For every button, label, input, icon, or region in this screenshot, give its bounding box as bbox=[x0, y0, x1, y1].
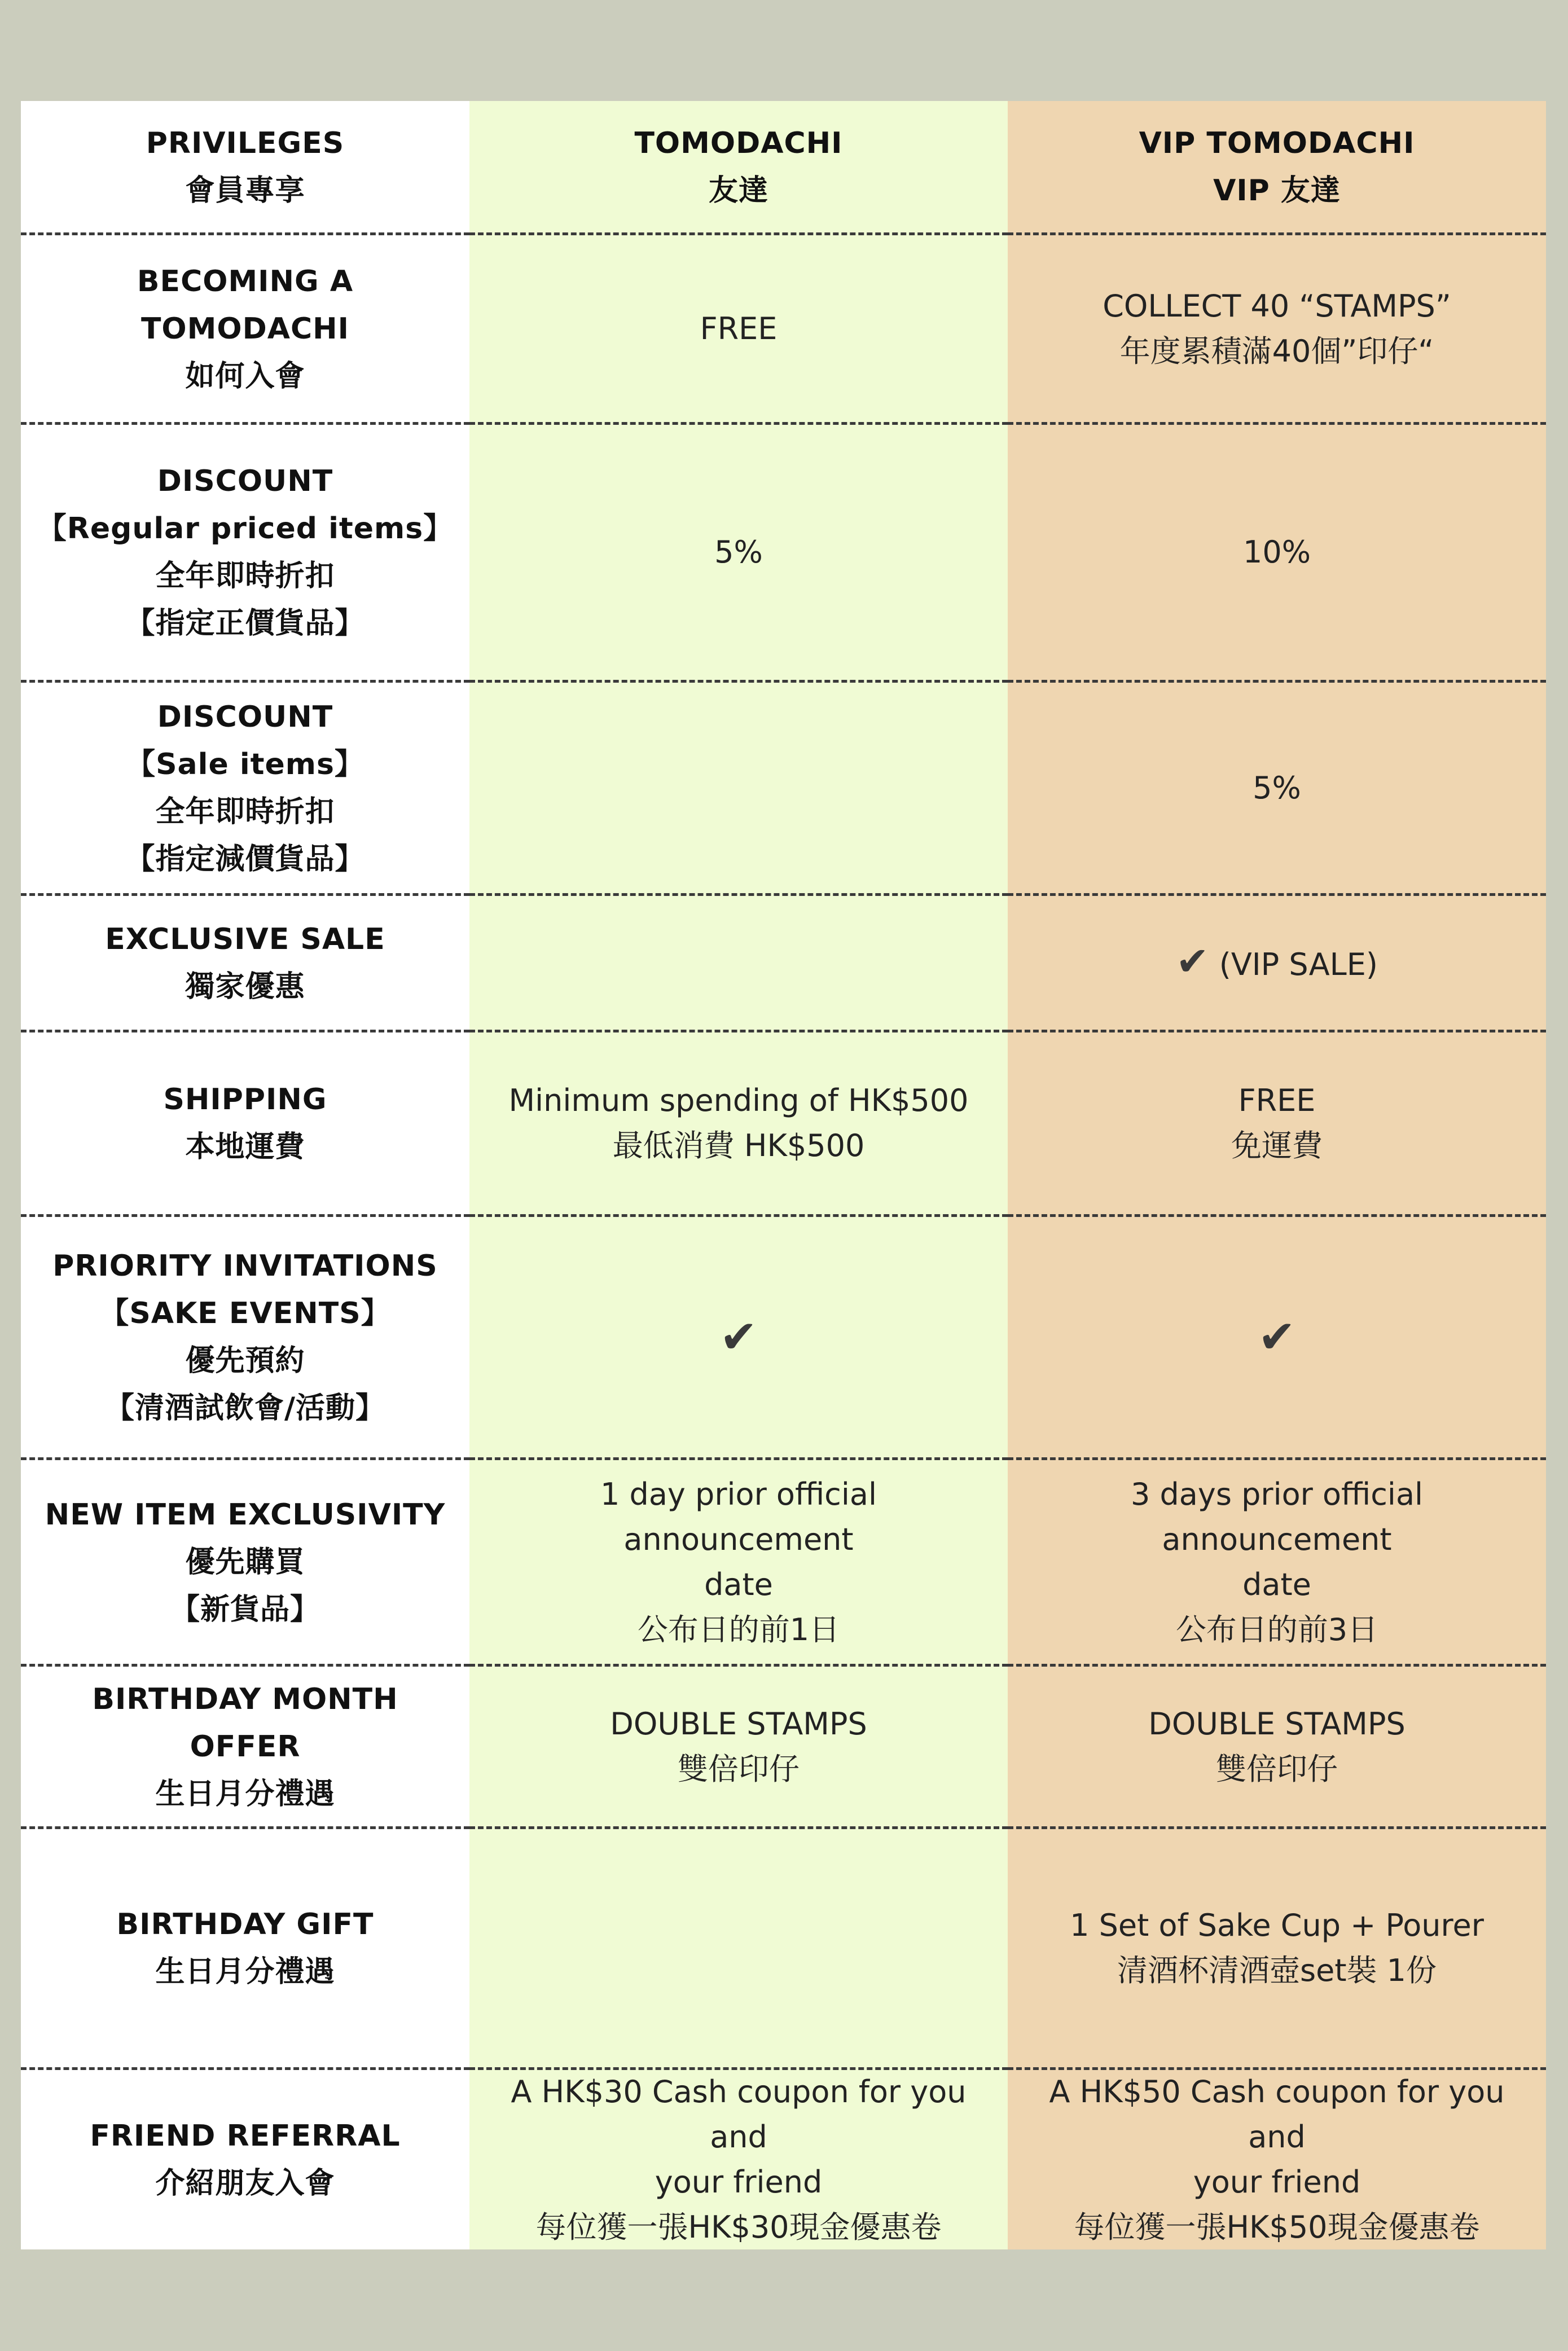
privilege-label: 全年即時折扣 bbox=[155, 559, 335, 593]
privilege-label: BIRTHDAY MONTH OFFER bbox=[92, 1682, 398, 1764]
vip-cell bbox=[1008, 1460, 1546, 1667]
vip-value: 清酒杯清酒壺set裝 1份 bbox=[1117, 1953, 1437, 1988]
vip-cell bbox=[1008, 1032, 1546, 1217]
tomodachi-cell bbox=[469, 1460, 1008, 1667]
tomodachi-value: 雙倍印仔 bbox=[678, 1751, 800, 1787]
vip-cell bbox=[1008, 683, 1546, 896]
tomodachi-cell bbox=[469, 1829, 1008, 2070]
vip-value: A HK$50 Cash coupon for you and bbox=[1049, 2074, 1505, 2155]
vip-cell bbox=[1008, 896, 1546, 1032]
header-tomodachi-zh: 友達 bbox=[708, 173, 768, 208]
tomodachi-value: 最低消費 HK$500 bbox=[612, 1128, 865, 1163]
header-tomodachi-en: TOMODACHI bbox=[634, 126, 843, 160]
privilege-label: BECOMING A bbox=[137, 264, 354, 298]
header-vip-en: VIP TOMODACHI bbox=[1139, 126, 1415, 160]
privilege-label: SHIPPING bbox=[163, 1083, 327, 1117]
privilege-label: 介紹朋友入會 bbox=[155, 2167, 335, 2200]
tomodachi-cell bbox=[469, 1217, 1008, 1460]
privilege-cell bbox=[21, 235, 469, 425]
tomodachi-value: 1 day prior official announcement bbox=[600, 1476, 877, 1557]
tomodachi-value: A HK$30 Cash coupon for you and bbox=[511, 2074, 967, 2155]
tomodachi-value: FREE bbox=[700, 310, 778, 346]
privilege-cell bbox=[21, 1032, 469, 1217]
vip-value: 5% bbox=[1253, 770, 1301, 806]
tomodachi-value: date bbox=[704, 1566, 773, 1602]
privilege-label: 【Regular priced items】 bbox=[37, 512, 454, 546]
vip-value: 3 days prior official announcement bbox=[1130, 1476, 1424, 1557]
privilege-label: 【清酒試飲會/活動】 bbox=[105, 1391, 385, 1425]
privilege-label: BIRTHDAY GIFT bbox=[116, 1908, 374, 1941]
vip-value: 免運費 bbox=[1231, 1128, 1323, 1163]
vip-cell bbox=[1008, 1667, 1546, 1829]
vip-value: COLLECT 40 “STAMPS” bbox=[1103, 288, 1451, 324]
privilege-label: 【Sale items】 bbox=[126, 747, 364, 781]
header-privileges-zh: 會員專享 bbox=[185, 173, 305, 208]
privilege-cell bbox=[21, 683, 469, 896]
vip-cell bbox=[1008, 425, 1546, 683]
tomodachi-cell bbox=[469, 1667, 1008, 1829]
checkmark-icon: ✔ bbox=[1176, 938, 1209, 985]
header-privileges-en: PRIVILEGES bbox=[146, 126, 345, 160]
privilege-label: FRIEND REFERRAL bbox=[90, 2119, 401, 2153]
privilege-label: 獨家優惠 bbox=[185, 969, 305, 1004]
checkmark-icon: ✔ bbox=[1258, 1311, 1296, 1363]
privilege-label: 【新貨品】 bbox=[170, 1592, 320, 1627]
privileges-comparison-table bbox=[21, 101, 1546, 2249]
header-tomodachi bbox=[469, 101, 1008, 235]
tomodachi-cell bbox=[469, 425, 1008, 683]
vip-cell bbox=[1008, 1217, 1546, 1460]
vip-value: FREE bbox=[1238, 1083, 1316, 1118]
checkmark-icon: ✔ bbox=[719, 1311, 758, 1363]
privilege-label: DISCOUNT bbox=[157, 700, 333, 734]
privilege-label: PRIORITY INVITATIONS bbox=[52, 1249, 438, 1283]
vip-value: 年度累積滿40個”印仔“ bbox=[1119, 333, 1434, 369]
privilege-label: TOMODACHI bbox=[140, 311, 350, 346]
privilege-label: DISCOUNT bbox=[157, 464, 333, 498]
privilege-label: 【指定正價貨品】 bbox=[125, 607, 365, 640]
vip-value: date bbox=[1242, 1566, 1311, 1602]
privilege-cell bbox=[21, 896, 469, 1032]
privilege-cell bbox=[21, 1217, 469, 1460]
vip-cell bbox=[1008, 2070, 1546, 2249]
privilege-label: EXCLUSIVE SALE bbox=[105, 922, 385, 956]
privilege-label: 優先購買 bbox=[185, 1545, 305, 1579]
header-vip-zh: VIP 友達 bbox=[1213, 173, 1341, 208]
privilege-cell bbox=[21, 1829, 469, 2070]
vip-value: DOUBLE STAMPS bbox=[1148, 1706, 1406, 1742]
privilege-label: 全年即時折扣 bbox=[155, 794, 335, 829]
tomodachi-cell bbox=[469, 1032, 1008, 1217]
vip-cell bbox=[1008, 1829, 1546, 2070]
vip-value: your friend bbox=[1193, 2164, 1361, 2200]
tomodachi-value: 5% bbox=[714, 534, 763, 570]
vip-value: 10% bbox=[1242, 534, 1311, 570]
tomodachi-value: your friend bbox=[655, 2164, 823, 2200]
privilege-cell bbox=[21, 2070, 469, 2249]
tomodachi-value: Minimum spending of HK$500 bbox=[508, 1083, 969, 1118]
vip-value bbox=[1176, 939, 1378, 987]
tomodachi-value: 每位獲一張HK$30現金優惠卷 bbox=[535, 2209, 942, 2245]
tomodachi-cell bbox=[469, 683, 1008, 896]
header-vip bbox=[1008, 101, 1546, 235]
tomodachi-cell bbox=[469, 2070, 1008, 2249]
privilege-cell bbox=[21, 1460, 469, 1667]
vip-value: 雙倍印仔 bbox=[1216, 1751, 1338, 1787]
vip-cell bbox=[1008, 235, 1546, 425]
privilege-label: NEW ITEM EXCLUSIVITY bbox=[45, 1497, 446, 1532]
privilege-label: 【指定減價貨品】 bbox=[125, 842, 365, 876]
tomodachi-cell bbox=[469, 235, 1008, 425]
privilege-cell bbox=[21, 425, 469, 683]
privilege-label: 如何入會 bbox=[185, 359, 305, 393]
vip-value: 每位獲一張HK$50現金優惠卷 bbox=[1074, 2209, 1480, 2245]
privilege-label: 生日月分禮遇 bbox=[155, 1955, 335, 1989]
vip-sale-label: (VIP SALE) bbox=[1219, 946, 1378, 982]
vip-value: 1 Set of Sake Cup + Pourer bbox=[1070, 1908, 1484, 1943]
tomodachi-value: 公布日的前1日 bbox=[637, 1611, 840, 1647]
vip-value: 公布日的前3日 bbox=[1175, 1611, 1378, 1647]
privilege-label: 本地運費 bbox=[185, 1130, 305, 1164]
privilege-label: 優先預約 bbox=[185, 1344, 305, 1378]
privilege-cell bbox=[21, 1667, 469, 1829]
header-privileges bbox=[21, 101, 469, 235]
tomodachi-value: DOUBLE STAMPS bbox=[610, 1706, 867, 1742]
privilege-label: 生日月分禮遇 bbox=[155, 1777, 335, 1811]
tomodachi-cell bbox=[469, 896, 1008, 1032]
privilege-label: 【SAKE EVENTS】 bbox=[99, 1297, 391, 1330]
